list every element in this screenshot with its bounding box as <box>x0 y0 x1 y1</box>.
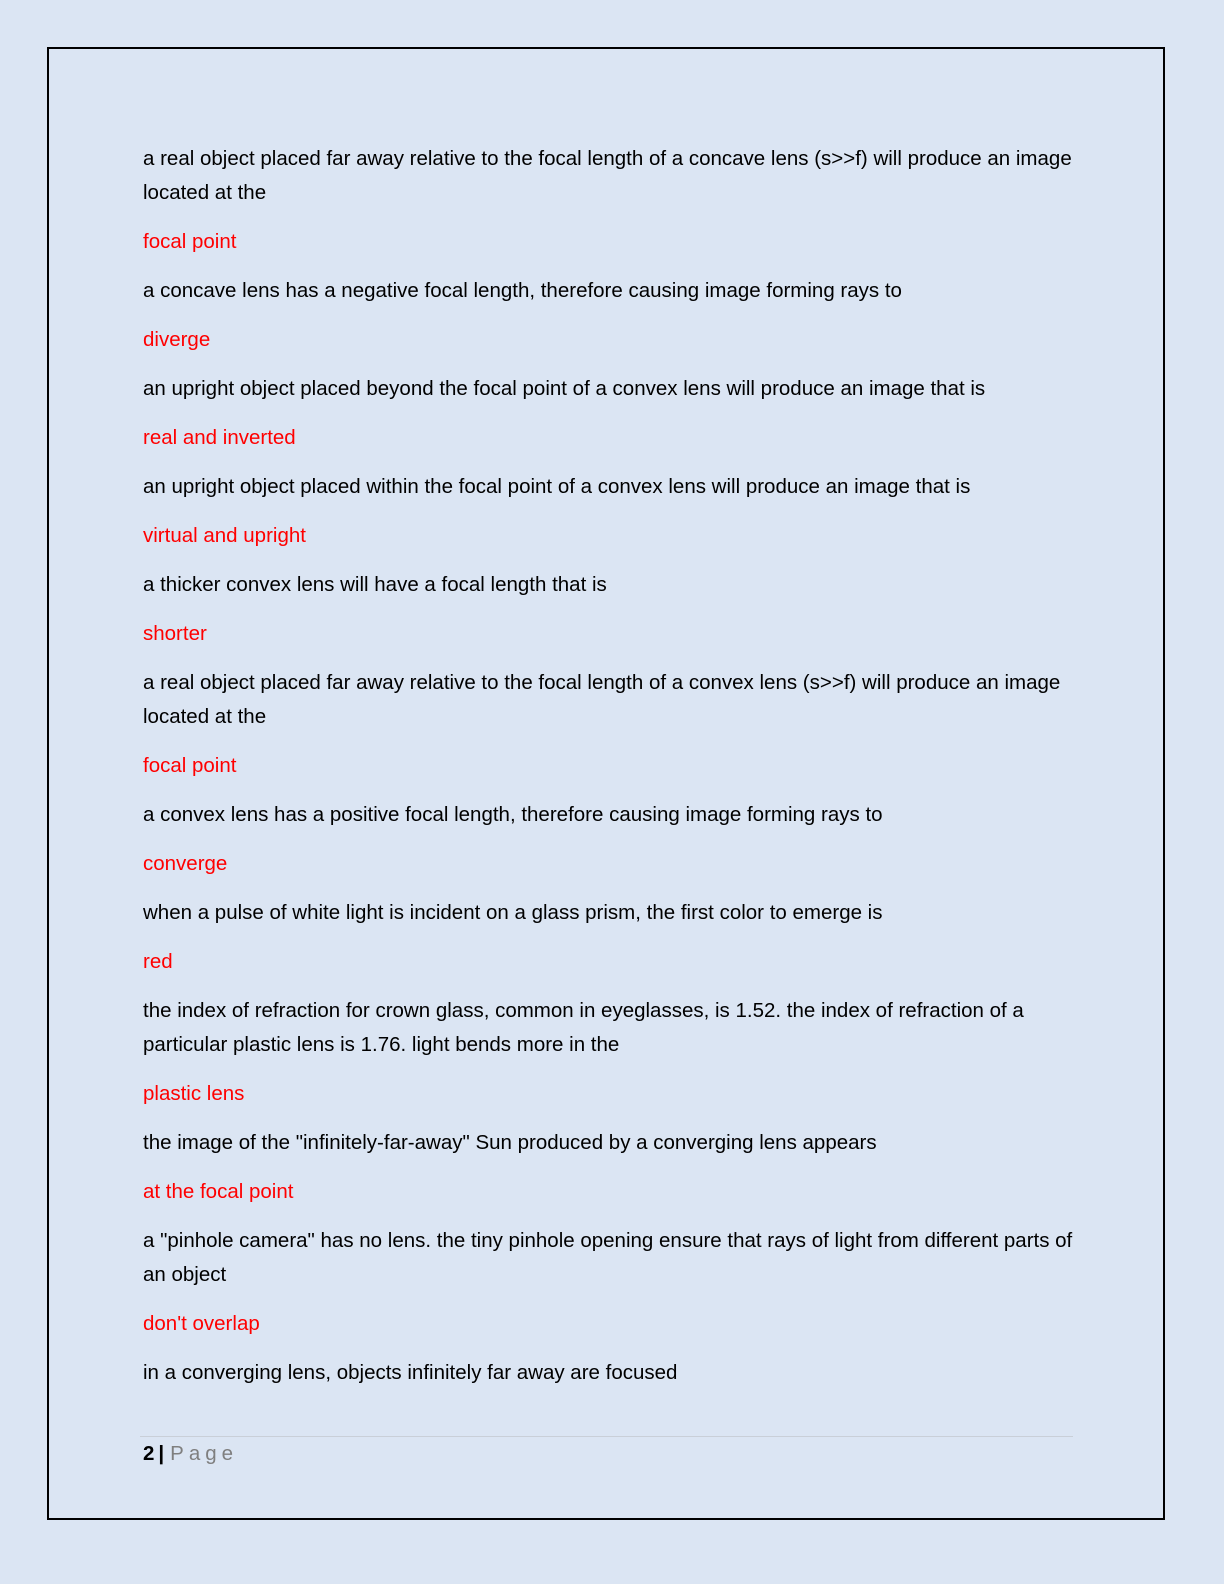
question-text: a convex lens has a positive focal length, therefore causing image forming rays to <box>143 803 883 826</box>
page-label: Page <box>170 1442 239 1465</box>
question-text: the image of the "infinitely-far-away" Sun produced by a converging lens appears <box>143 1131 877 1154</box>
answer-text: focal point <box>143 754 237 777</box>
answer-text: real and inverted <box>143 426 296 449</box>
question-text: in a converging lens, objects infinitely far away are focused <box>143 1361 678 1384</box>
answer-text: plastic lens <box>143 1082 245 1105</box>
question-text: a concave lens has a negative focal length, therefore causing image forming rays to <box>143 279 902 302</box>
answer-text: don't overlap <box>143 1312 260 1335</box>
question-text: a thicker convex lens will have a focal length that is <box>143 573 607 596</box>
answer-text: red <box>143 950 173 973</box>
question-text: the index of refraction for crown glass, common in eyeglasses, is 1.52. the index of refraction of a particular plastic lens is 1.76. light bends more in the <box>143 999 1024 1056</box>
question-text: an upright object placed beyond the focal point of a convex lens will produce an image that is <box>143 377 986 400</box>
answer-text: diverge <box>143 328 211 351</box>
footer-separator: | <box>158 1442 165 1465</box>
answer-text: virtual and upright <box>143 524 306 547</box>
question-text: an upright object placed within the focal point of a convex lens will produce an image that is <box>143 475 971 498</box>
answer-text: at the focal point <box>143 1180 294 1203</box>
answer-text: converge <box>143 852 228 875</box>
question-text: when a pulse of white light is incident on a glass prism, the first color to emerge is <box>143 901 883 924</box>
question-text: a real object placed far away relative to the focal length of a convex lens (s>>f) will produce an image located at the <box>143 671 1061 728</box>
answer-text: shorter <box>143 622 207 645</box>
answer-text: focal point <box>143 230 237 253</box>
footer-divider <box>140 1436 1073 1437</box>
flashcard-list <box>143 142 1073 1405</box>
question-text: a real object placed far away relative to the focal length of a concave lens (s>>f) will produce an image located at the <box>143 147 1072 204</box>
page-number: 2 <box>143 1442 155 1465</box>
question-text: a "pinhole camera" has no lens. the tiny pinhole opening ensure that rays of light from different parts of an object <box>143 1229 1073 1286</box>
page-footer <box>143 1440 238 1468</box>
